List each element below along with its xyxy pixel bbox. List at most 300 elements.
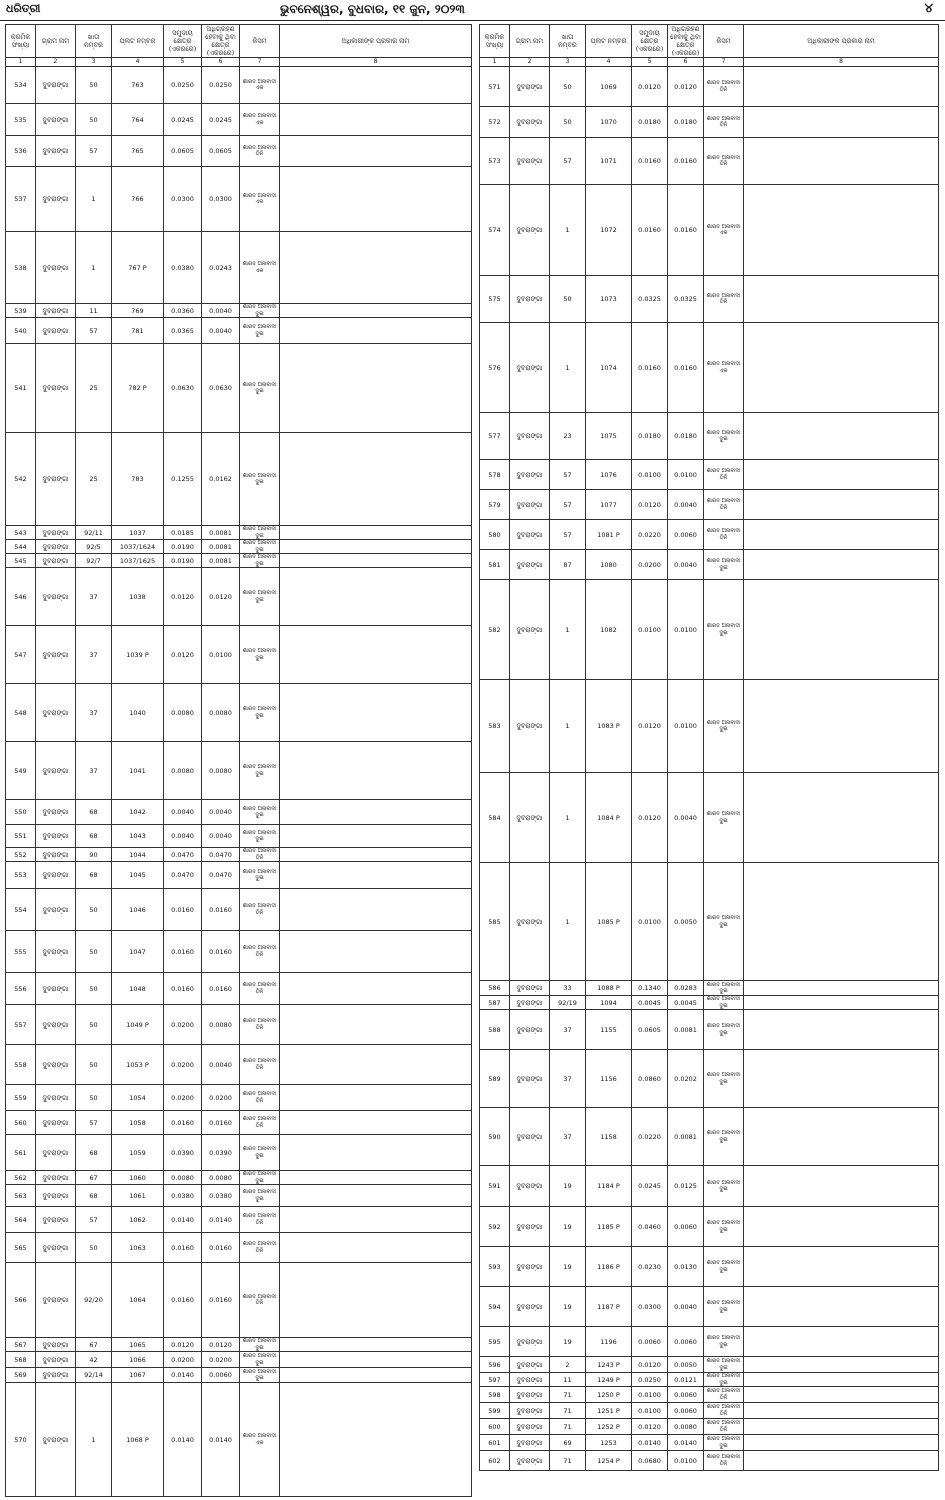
cell-sl: 597 <box>480 1373 510 1387</box>
cell-kisam: ଶାରଦ ଅନାବାଦୀ ଦୁଇ <box>240 1338 280 1352</box>
table-row <box>6 1383 472 1497</box>
cell-owners <box>280 568 472 626</box>
cell-owners <box>280 526 472 540</box>
table-row <box>480 1327 939 1357</box>
cell-khata: 68 <box>76 825 112 848</box>
cell-kisam: ଶାରଦ ଅନାବାଦୀ ଏକ <box>240 67 280 104</box>
cell-acq: 0.0125 <box>668 1166 704 1207</box>
cell-acq: 0.0060 <box>202 1368 240 1383</box>
cell-owners <box>280 1045 472 1085</box>
col-header: ପ୍ଲଟ ନମ୍ବର <box>586 25 632 58</box>
cell-acq: 0.0080 <box>668 1419 704 1435</box>
cell-khata: 50 <box>76 1233 112 1263</box>
table-row <box>6 742 472 800</box>
col-number: 8 <box>280 58 472 67</box>
cell-sl: 570 <box>6 1383 36 1497</box>
cell-plot: 782 P <box>112 344 164 433</box>
cell-sl: 574 <box>480 185 510 276</box>
cell-plot: 1250 P <box>586 1387 632 1403</box>
cell-khata: 50 <box>76 104 112 136</box>
cell-kisam: ଶାରଦ ଅନାବାଦୀ ଏକ <box>240 232 280 304</box>
cell-total: 0.0040 <box>164 800 202 825</box>
cell-acq: 0.0060 <box>668 1387 704 1403</box>
cell-khata: 68 <box>76 800 112 825</box>
cell-village: ଦୁବରାଙ୍ଗା <box>510 107 550 138</box>
cell-sl: 538 <box>6 232 36 304</box>
cell-khata: 37 <box>550 1010 586 1050</box>
cell-kisam: ଶାରଦ ଅନାବାଦୀ ଦୁଇ <box>240 304 280 318</box>
cell-kisam: ଶାରଦ ଅନାବାଦୀ ଦୁଇ <box>240 568 280 626</box>
cell-khata: 92/5 <box>76 540 112 554</box>
table-row <box>6 862 472 889</box>
cell-khata: 1 <box>550 863 586 981</box>
cell-kisam: ଶାରଦ ଅନାବାଦୀ ତିନି <box>240 931 280 973</box>
cell-khata: 92/20 <box>76 1263 112 1338</box>
cell-plot: 1038 <box>112 568 164 626</box>
cell-acq: 0.0180 <box>668 107 704 138</box>
cell-total: 0.0080 <box>164 742 202 800</box>
cell-sl: 550 <box>6 800 36 825</box>
cell-owners <box>280 889 472 931</box>
cell-total: 0.0230 <box>632 1247 668 1287</box>
table-header-row <box>480 25 939 58</box>
cell-village: ଦୁବରାଙ୍ଗା <box>36 318 76 344</box>
cell-acq: 0.0300 <box>202 167 240 232</box>
cell-khata: 19 <box>550 1247 586 1287</box>
cell-village: ଦୁବରାଙ୍ଗା <box>36 889 76 931</box>
cell-sl: 600 <box>480 1419 510 1435</box>
cell-khata: 68 <box>76 862 112 889</box>
cell-owners <box>744 1247 939 1287</box>
cell-khata: 11 <box>76 304 112 318</box>
cell-kisam: ଶାରଦ ଅନାବାଦୀ ଦୁଇ <box>704 1166 744 1207</box>
cell-total: 0.0380 <box>164 232 202 304</box>
cell-total: 0.0060 <box>632 1327 668 1357</box>
table-row <box>480 1373 939 1387</box>
cell-owners <box>280 344 472 433</box>
table-row <box>6 1111 472 1135</box>
cell-plot: 1196 <box>586 1327 632 1357</box>
cell-kisam: ଶାରଦ ଅନାବାଦୀ ତିନି <box>240 1045 280 1085</box>
cell-acq: 0.0081 <box>668 1108 704 1166</box>
cell-village: ଦୁବରାଙ୍ଗା <box>510 1387 550 1403</box>
cell-acq: 0.0100 <box>668 1451 704 1471</box>
cell-total: 0.0120 <box>164 1338 202 1352</box>
cell-sl: 553 <box>6 862 36 889</box>
table-row <box>480 1387 939 1403</box>
cell-village: ଦୁବରାଙ୍ଗା <box>510 1451 550 1471</box>
cell-village: ଦୁବରାଙ୍ଗା <box>510 490 550 520</box>
cell-total: 0.0200 <box>164 1045 202 1085</box>
cell-total: 0.0200 <box>164 1005 202 1045</box>
table-row <box>6 136 472 167</box>
cell-acq: 0.0202 <box>668 1050 704 1108</box>
table-row <box>480 1247 939 1287</box>
cell-total: 0.0160 <box>164 1263 202 1338</box>
cell-kisam: ଶାରଦ ଅନାବାଦୀ ଦୁଇ <box>704 1287 744 1327</box>
col-header: ସମୁଦାୟ କ୍ଷେତ୍ର (ଏକରରେ) <box>164 25 202 58</box>
cell-khata: 37 <box>550 1108 586 1166</box>
cell-village: ଦୁବରାଙ୍ଗା <box>510 1373 550 1387</box>
cell-village: ଦୁବରାଙ୍ଗା <box>36 1233 76 1263</box>
cell-village: ଦୁବରାଙ୍ଗା <box>36 67 76 104</box>
cell-kisam: ଶାରଦ ଅନାବାଦୀ ଦୁଇ <box>704 550 744 580</box>
cell-village: ଦୁବରାଙ୍ଗା <box>510 323 550 413</box>
cell-plot: 1041 <box>112 742 164 800</box>
cell-total: 0.0160 <box>632 185 668 276</box>
cell-khata: 71 <box>550 1451 586 1471</box>
cell-plot: 1253 <box>586 1435 632 1451</box>
cell-kisam: ଶାରଦ ଅନାବାଦୀ ଦୁଇ <box>704 1010 744 1050</box>
cell-plot: 1040 <box>112 684 164 742</box>
cell-acq: 0.0060 <box>668 1403 704 1419</box>
cell-owners <box>280 1338 472 1352</box>
cell-khata: 92/19 <box>550 996 586 1010</box>
cell-sl: 562 <box>6 1171 36 1185</box>
cell-total: 0.0120 <box>632 67 668 107</box>
cell-plot: 1249 P <box>586 1373 632 1387</box>
cell-owners <box>280 931 472 973</box>
cell-owners <box>280 742 472 800</box>
cell-sl: 572 <box>480 107 510 138</box>
cell-plot: 1062 <box>112 1207 164 1233</box>
cell-acq: 0.0120 <box>668 67 704 107</box>
cell-kisam: ଶାରଦ ଅନାବାଦୀ ଦୁଇ <box>240 433 280 526</box>
cell-owners <box>280 304 472 318</box>
cell-khata: 87 <box>550 550 586 580</box>
cell-plot: 1251 P <box>586 1403 632 1419</box>
table-row <box>6 825 472 848</box>
table-row <box>480 107 939 138</box>
cell-owners <box>280 1005 472 1045</box>
cell-plot: 1060 <box>112 1171 164 1185</box>
cell-sl: 579 <box>480 490 510 520</box>
cell-village: ଦୁବରାଙ୍ଗା <box>510 1327 550 1357</box>
cell-acq: 0.0040 <box>668 550 704 580</box>
table-row <box>6 1005 472 1045</box>
cell-sl: 537 <box>6 167 36 232</box>
cell-acq: 0.0160 <box>202 973 240 1005</box>
col-number: 4 <box>586 58 632 67</box>
cell-khata: 57 <box>550 520 586 550</box>
cell-acq: 0.0200 <box>202 1085 240 1111</box>
cell-acq: 0.0605 <box>202 136 240 167</box>
cell-khata: 37 <box>76 626 112 684</box>
cell-plot: 763 <box>112 67 164 104</box>
cell-plot: 1070 <box>586 107 632 138</box>
cell-khata: 50 <box>76 1005 112 1045</box>
cell-acq: 0.0100 <box>668 460 704 490</box>
cell-plot: 1185 P <box>586 1207 632 1247</box>
cell-total: 0.0180 <box>632 107 668 138</box>
cell-kisam: ଶାରଦ ଅନାବାଦୀ ଏକ <box>240 104 280 136</box>
cell-owners <box>280 67 472 104</box>
cell-sl: 586 <box>480 981 510 996</box>
cell-khata: 71 <box>550 1403 586 1419</box>
cell-kisam: ଶାରଦ ଅନାବାଦୀ ଦୁଇ <box>240 344 280 433</box>
cell-plot: 1088 P <box>586 981 632 996</box>
table-row <box>6 1185 472 1207</box>
table-row <box>480 773 939 863</box>
cell-owners <box>280 1185 472 1207</box>
cell-owners <box>744 276 939 323</box>
cell-sl: 561 <box>6 1135 36 1171</box>
cell-kisam: ଶାରଦ ଅନାବାଦୀ ଦୁଇ <box>704 1357 744 1373</box>
cell-owners <box>744 1050 939 1108</box>
cell-acq: 0.0040 <box>668 773 704 863</box>
cell-total: 0.0140 <box>164 1383 202 1497</box>
cell-village: ଦୁବରାଙ୍ଗା <box>36 626 76 684</box>
cell-total: 0.0390 <box>164 1135 202 1171</box>
table-row <box>6 848 472 862</box>
col-number: 3 <box>550 58 586 67</box>
cell-khata: 1 <box>76 167 112 232</box>
column-number-row <box>480 58 939 67</box>
cell-khata: 19 <box>550 1166 586 1207</box>
table-row <box>6 1263 472 1338</box>
cell-khata: 57 <box>550 138 586 185</box>
cell-owners <box>280 825 472 848</box>
table-row <box>6 800 472 825</box>
cell-khata: 57 <box>550 490 586 520</box>
cell-owners <box>744 1207 939 1247</box>
cell-khata: 50 <box>550 67 586 107</box>
cell-khata: 42 <box>76 1352 112 1368</box>
cell-acq: 0.0630 <box>202 344 240 433</box>
cell-kisam: ଶାରଦ ଅନାବାଦୀ ଦୁଇ <box>240 540 280 554</box>
cell-owners <box>280 1263 472 1338</box>
cell-sl: 540 <box>6 318 36 344</box>
cell-total: 0.0220 <box>632 1108 668 1166</box>
cell-owners <box>744 863 939 981</box>
cell-plot: 1081 P <box>586 520 632 550</box>
cell-kisam: ଶାରଦ ଅନାବାଦୀ ଦୁଇ <box>704 996 744 1010</box>
cell-sl: 581 <box>480 550 510 580</box>
cell-total: 0.0160 <box>632 138 668 185</box>
cell-khata: 33 <box>550 981 586 996</box>
cell-owners <box>280 1135 472 1171</box>
cell-owners <box>280 554 472 568</box>
cell-village: ଦୁବରାଙ୍ଗା <box>510 520 550 550</box>
table-row <box>6 931 472 973</box>
cell-plot: 1059 <box>112 1135 164 1171</box>
cell-kisam: ଶାରଦ ଅନାବାଦୀ ଏକ <box>704 185 744 276</box>
cell-kisam: ଶାରଦ ଅନାବାଦୀ ତିନି <box>240 1233 280 1263</box>
cell-owners <box>280 1085 472 1111</box>
cell-plot: 1065 <box>112 1338 164 1352</box>
table-row <box>6 344 472 433</box>
cell-sl: 557 <box>6 1005 36 1045</box>
cell-khata: 50 <box>76 973 112 1005</box>
column-number-row <box>6 58 472 67</box>
cell-sl: 576 <box>480 323 510 413</box>
cell-village: ଦୁବରାଙ୍ଗା <box>36 167 76 232</box>
table-row <box>480 680 939 773</box>
table-row <box>6 304 472 318</box>
dateline: ଭୁବନେଶ୍ୱର, ବୁଧବାର, ୧୧ ଜୁନ, ୨୦୨୩ <box>280 2 465 16</box>
cell-sl: 534 <box>6 67 36 104</box>
cell-khata: 2 <box>550 1357 586 1373</box>
cell-kisam: ଶାରଦ ଅନାବାଦୀ ଦୁଇ <box>704 1435 744 1451</box>
cell-sl: 555 <box>6 931 36 973</box>
cell-plot: 1073 <box>586 276 632 323</box>
cell-plot: 767 P <box>112 232 164 304</box>
cell-total: 0.0160 <box>164 973 202 1005</box>
cell-acq: 0.0040 <box>668 490 704 520</box>
cell-khata: 69 <box>550 1435 586 1451</box>
cell-total: 0.0250 <box>164 67 202 104</box>
table-row <box>6 318 472 344</box>
cell-khata: 92/7 <box>76 554 112 568</box>
cell-plot: 1156 <box>586 1050 632 1108</box>
cell-village: ଦୁବରାଙ୍ଗା <box>36 1338 76 1352</box>
cell-acq: 0.0060 <box>668 1207 704 1247</box>
cell-village: ଦୁବରାଙ୍ଗା <box>36 1207 76 1233</box>
cell-khata: 57 <box>550 460 586 490</box>
cell-plot: 1074 <box>586 323 632 413</box>
cell-village: ଦୁବରାଙ୍ଗା <box>510 550 550 580</box>
table-row <box>6 554 472 568</box>
cell-kisam: ଶାରଦ ଅନାବାଦୀ ଦୁଇ <box>704 1108 744 1166</box>
cell-owners <box>744 1166 939 1207</box>
cell-acq: 0.0040 <box>202 825 240 848</box>
cell-sl: 577 <box>480 413 510 460</box>
cell-total: 0.0100 <box>632 1387 668 1403</box>
cell-owners <box>744 1287 939 1327</box>
cell-plot: 766 <box>112 167 164 232</box>
cell-khata: 68 <box>76 1185 112 1207</box>
cell-total: 0.0605 <box>632 1010 668 1050</box>
newspaper-name: ଧରିତ୍ରୀ <box>6 2 41 15</box>
cell-sl: 585 <box>480 863 510 981</box>
cell-kisam: ଶାରଦ ଅନାବାଦୀ ତିନି <box>704 1451 744 1471</box>
table-row <box>480 67 939 107</box>
land-table-right <box>479 24 939 1471</box>
cell-acq: 0.0080 <box>202 742 240 800</box>
cell-plot: 1254 P <box>586 1451 632 1471</box>
cell-kisam: ଶାରଦ ଅନାବାଦୀ ଦୁଇ <box>704 413 744 460</box>
cell-total: 0.0160 <box>164 1111 202 1135</box>
cell-village: ଦୁବରାଙ୍ଗା <box>510 276 550 323</box>
cell-owners <box>744 107 939 138</box>
cell-owners <box>744 490 939 520</box>
cell-total: 0.0120 <box>632 680 668 773</box>
table-row <box>480 138 939 185</box>
cell-owners <box>744 1108 939 1166</box>
cell-village: ଦୁବରାଙ୍ଗା <box>510 981 550 996</box>
cell-acq: 0.0283 <box>668 981 704 996</box>
col-header: କ୍ରମିକ ସଂଖ୍ୟା <box>480 25 510 58</box>
cell-total: 0.0100 <box>632 580 668 680</box>
cell-total: 0.0040 <box>164 825 202 848</box>
cell-village: ଦୁବରାଙ୍ଗା <box>36 684 76 742</box>
cell-kisam: ଶାରଦ ଅନାବାଦୀ ତିନି <box>704 1419 744 1435</box>
cell-kisam: ଶାରଦ ଅନାବାଦୀ ଦୁଇ <box>240 1352 280 1368</box>
cell-acq: 0.0160 <box>202 931 240 973</box>
table-row <box>6 1135 472 1171</box>
cell-sl: 595 <box>480 1327 510 1357</box>
cell-khata: 57 <box>76 136 112 167</box>
cell-khata: 57 <box>76 1111 112 1135</box>
cell-owners <box>744 1373 939 1387</box>
table-row <box>6 526 472 540</box>
cell-village: ଦୁବରାଙ୍ଗା <box>36 742 76 800</box>
cell-kisam: ଶାରଦ ଅନାବାଦୀ ତିନି <box>240 973 280 1005</box>
cell-kisam: ଶାରଦ ଅନାବାଦୀ ଦୁଇ <box>240 554 280 568</box>
cell-village: ଦୁବରାଙ୍ଗା <box>510 413 550 460</box>
cell-acq: 0.0160 <box>668 185 704 276</box>
cell-owners <box>280 1171 472 1185</box>
table-header-row <box>6 25 472 58</box>
cell-plot: 1043 <box>112 825 164 848</box>
cell-village: ଦୁବରାଙ୍ଗା <box>510 1247 550 1287</box>
cell-total: 0.0325 <box>632 276 668 323</box>
cell-village: ଦୁବରାଙ୍ଗା <box>510 1287 550 1327</box>
cell-kisam: ଶାରଦ ଅନାବାଦୀ ଦୁଇ <box>240 1135 280 1171</box>
cell-village: ଦୁବରାଙ୍ଗା <box>510 680 550 773</box>
cell-sl: 590 <box>480 1108 510 1166</box>
cell-khata: 50 <box>550 107 586 138</box>
cell-village: ଦୁବରାଙ୍ଗା <box>510 67 550 107</box>
cell-total: 0.0120 <box>164 568 202 626</box>
cell-sl: 542 <box>6 433 36 526</box>
cell-total: 0.0045 <box>632 996 668 1010</box>
cell-kisam: ଶାରଦ ଅନାବାଦୀ ଦୁଇ <box>240 1185 280 1207</box>
cell-total: 0.0250 <box>632 1373 668 1387</box>
cell-sl: 582 <box>480 580 510 680</box>
table-row <box>6 568 472 626</box>
cell-acq: 0.0060 <box>668 520 704 550</box>
col-number: 4 <box>112 58 164 67</box>
cell-owners <box>744 138 939 185</box>
cell-owners <box>280 104 472 136</box>
cell-kisam: ଶାରଦ ଅନାବାଦୀ ତିନି <box>704 490 744 520</box>
cell-khata: 71 <box>550 1419 586 1435</box>
cell-village: ଦୁବରାଙ୍ଗା <box>36 1383 76 1497</box>
cell-plot: 1094 <box>586 996 632 1010</box>
cell-sl: 594 <box>480 1287 510 1327</box>
cell-total: 0.0160 <box>164 1233 202 1263</box>
table-row <box>6 889 472 931</box>
cell-sl: 578 <box>480 460 510 490</box>
cell-plot: 1039 P <box>112 626 164 684</box>
cell-owners <box>744 773 939 863</box>
cell-khata: 67 <box>76 1171 112 1185</box>
cell-plot: 1072 <box>586 185 632 276</box>
col-header: ଖାତା ନମ୍ବର <box>76 25 112 58</box>
cell-owners <box>744 1435 939 1451</box>
cell-plot: 1243 P <box>586 1357 632 1373</box>
cell-kisam: ଶାରଦ ଅନାବାଦୀ ତିନି <box>240 889 280 931</box>
table-row <box>6 973 472 1005</box>
cell-khata: 1 <box>550 580 586 680</box>
cell-khata: 50 <box>76 67 112 104</box>
cell-total: 0.0300 <box>632 1287 668 1327</box>
cell-acq: 0.0380 <box>202 1185 240 1207</box>
cell-owners <box>280 136 472 167</box>
cell-sl: 583 <box>480 680 510 773</box>
cell-khata: 92/11 <box>76 526 112 540</box>
cell-total: 0.0120 <box>164 626 202 684</box>
cell-village: ଦୁବରାଙ୍ଗା <box>36 1185 76 1207</box>
cell-total: 0.0140 <box>164 1207 202 1233</box>
cell-sl: 546 <box>6 568 36 626</box>
table-row <box>480 323 939 413</box>
cell-acq: 0.0162 <box>202 433 240 526</box>
cell-owners <box>744 580 939 680</box>
col-number: 6 <box>668 58 704 67</box>
cell-sl: 547 <box>6 626 36 684</box>
